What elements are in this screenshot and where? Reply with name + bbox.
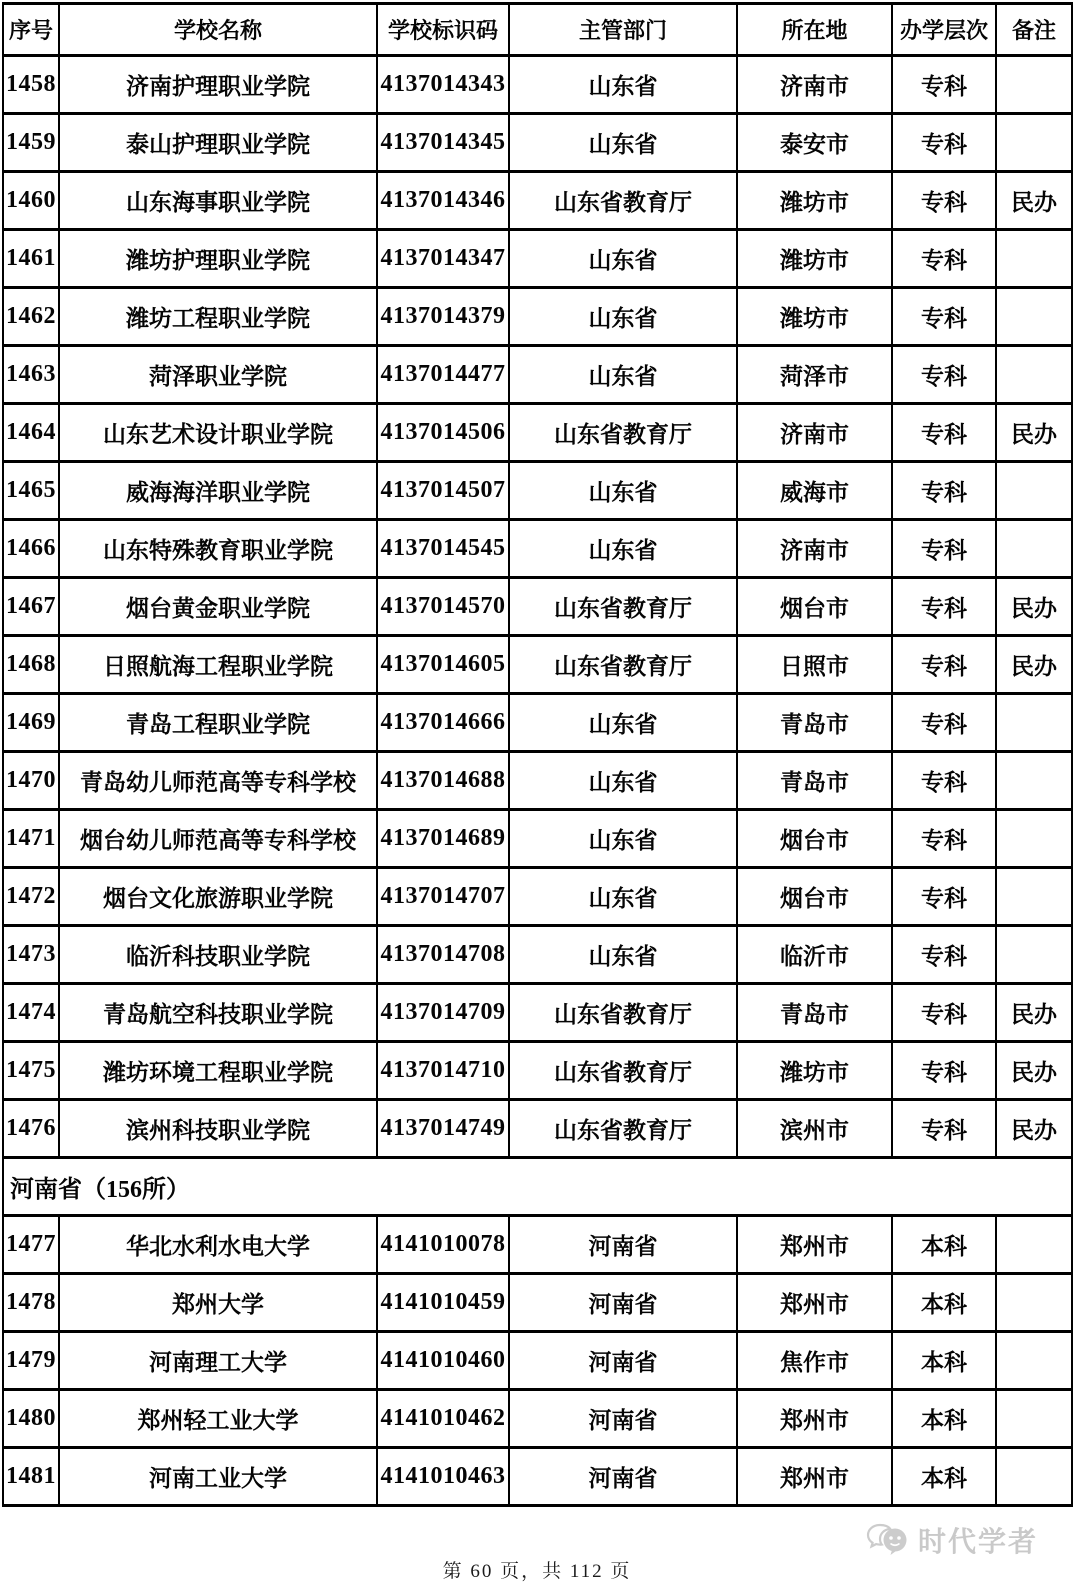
table-row <box>3 404 1072 462</box>
cell-level: 专科 <box>892 114 996 172</box>
col-header-dept: 主管部门 <box>509 4 737 56</box>
cell-name: 日照航海工程职业学院 <box>59 636 377 694</box>
table-row <box>3 1274 1072 1332</box>
cell-dept: 山东省教育厅 <box>509 578 737 636</box>
cell-no: 1480 <box>3 1390 59 1448</box>
cell-name: 青岛工程职业学院 <box>59 694 377 752</box>
cell-city: 郑州市 <box>737 1216 892 1274</box>
cell-dept: 山东省教育厅 <box>509 984 737 1042</box>
cell-dept: 山东省 <box>509 694 737 752</box>
cell-city: 烟台市 <box>737 578 892 636</box>
cell-no: 1478 <box>3 1274 59 1332</box>
watermark <box>866 1520 1038 1560</box>
table-row <box>3 230 1072 288</box>
cell-level: 专科 <box>892 926 996 984</box>
cell-city: 泰安市 <box>737 114 892 172</box>
cell-city: 潍坊市 <box>737 230 892 288</box>
cell-note: 民办 <box>996 404 1072 462</box>
cell-note <box>996 868 1072 926</box>
cell-code: 4137014346 <box>377 172 509 230</box>
cell-code: 4141010459 <box>377 1274 509 1332</box>
cell-code: 4141010460 <box>377 1332 509 1390</box>
cell-no: 1461 <box>3 230 59 288</box>
cell-name: 山东海事职业学院 <box>59 172 377 230</box>
section-label: 河南省（156所） <box>3 1158 1072 1216</box>
cell-name: 潍坊护理职业学院 <box>59 230 377 288</box>
cell-level: 本科 <box>892 1216 996 1274</box>
cell-code: 4137014688 <box>377 752 509 810</box>
cell-name: 河南理工大学 <box>59 1332 377 1390</box>
cell-city: 滨州市 <box>737 1100 892 1158</box>
cell-no: 1459 <box>3 114 59 172</box>
cell-note <box>996 1390 1072 1448</box>
cell-code: 4137014709 <box>377 984 509 1042</box>
cell-no: 1465 <box>3 462 59 520</box>
cell-city: 烟台市 <box>737 868 892 926</box>
cell-no: 1469 <box>3 694 59 752</box>
cell-dept: 河南省 <box>509 1216 737 1274</box>
cell-city: 临沂市 <box>737 926 892 984</box>
watermark-text: 时代学者 <box>917 1526 1038 1557</box>
table-row <box>3 114 1072 172</box>
cell-name: 山东艺术设计职业学院 <box>59 404 377 462</box>
cell-note <box>996 1448 1072 1506</box>
cell-note <box>996 810 1072 868</box>
cell-dept: 山东省 <box>509 230 737 288</box>
cell-name: 郑州轻工业大学 <box>59 1390 377 1448</box>
cell-no: 1477 <box>3 1216 59 1274</box>
header-row <box>3 4 1072 56</box>
cell-name: 泰山护理职业学院 <box>59 114 377 172</box>
cell-level: 专科 <box>892 984 996 1042</box>
cell-note <box>996 926 1072 984</box>
cell-name: 济南护理职业学院 <box>59 56 377 114</box>
cell-no: 1470 <box>3 752 59 810</box>
cell-dept: 河南省 <box>509 1332 737 1390</box>
cell-dept: 河南省 <box>509 1274 737 1332</box>
col-header-note: 备注 <box>996 4 1072 56</box>
cell-level: 专科 <box>892 520 996 578</box>
cell-level: 专科 <box>892 288 996 346</box>
cell-name: 菏泽职业学院 <box>59 346 377 404</box>
cell-dept: 河南省 <box>509 1390 737 1448</box>
table-header <box>3 4 1072 56</box>
cell-name: 华北水利水电大学 <box>59 1216 377 1274</box>
cell-no: 1463 <box>3 346 59 404</box>
cell-code: 4137014345 <box>377 114 509 172</box>
col-header-no: 序号 <box>3 4 59 56</box>
cell-name: 河南工业大学 <box>59 1448 377 1506</box>
cell-name: 山东特殊教育职业学院 <box>59 520 377 578</box>
table-row <box>3 172 1072 230</box>
cell-dept: 山东省教育厅 <box>509 404 737 462</box>
table-row <box>3 1332 1072 1390</box>
section-row <box>3 1158 1072 1216</box>
cell-city: 潍坊市 <box>737 172 892 230</box>
cell-city: 潍坊市 <box>737 1042 892 1100</box>
cell-note <box>996 752 1072 810</box>
cell-note <box>996 1274 1072 1332</box>
cell-name: 青岛幼儿师范高等专科学校 <box>59 752 377 810</box>
cell-level: 专科 <box>892 172 996 230</box>
table-row <box>3 56 1072 114</box>
cell-no: 1462 <box>3 288 59 346</box>
cell-name: 潍坊工程职业学院 <box>59 288 377 346</box>
cell-note <box>996 114 1072 172</box>
table-body <box>3 56 1072 1506</box>
cell-dept: 山东省 <box>509 926 737 984</box>
cell-no: 1479 <box>3 1332 59 1390</box>
col-header-code: 学校标识码 <box>377 4 509 56</box>
cell-code: 4137014749 <box>377 1100 509 1158</box>
table-row <box>3 578 1072 636</box>
cell-note <box>996 520 1072 578</box>
cell-dept: 山东省 <box>509 114 737 172</box>
cell-level: 专科 <box>892 694 996 752</box>
cell-code: 4137014666 <box>377 694 509 752</box>
cell-city: 烟台市 <box>737 810 892 868</box>
cell-code: 4137014477 <box>377 346 509 404</box>
cell-code: 4137014347 <box>377 230 509 288</box>
table-row <box>3 346 1072 404</box>
cell-no: 1466 <box>3 520 59 578</box>
cell-note: 民办 <box>996 578 1072 636</box>
cell-note: 民办 <box>996 172 1072 230</box>
cell-code: 4137014708 <box>377 926 509 984</box>
cell-city: 日照市 <box>737 636 892 694</box>
cell-no: 1476 <box>3 1100 59 1158</box>
cell-city: 威海市 <box>737 462 892 520</box>
cell-code: 4137014710 <box>377 1042 509 1100</box>
cell-level: 专科 <box>892 1042 996 1100</box>
cell-dept: 山东省 <box>509 346 737 404</box>
cell-city: 青岛市 <box>737 752 892 810</box>
cell-no: 1468 <box>3 636 59 694</box>
cell-note: 民办 <box>996 636 1072 694</box>
table-row <box>3 926 1072 984</box>
cell-dept: 山东省 <box>509 868 737 926</box>
table-row <box>3 1042 1072 1100</box>
cell-dept: 山东省教育厅 <box>509 1042 737 1100</box>
table-row <box>3 288 1072 346</box>
cell-dept: 山东省教育厅 <box>509 636 737 694</box>
table-row <box>3 1390 1072 1448</box>
cell-level: 专科 <box>892 462 996 520</box>
cell-level: 专科 <box>892 810 996 868</box>
cell-note: 民办 <box>996 1042 1072 1100</box>
table-row <box>3 752 1072 810</box>
cell-code: 4137014689 <box>377 810 509 868</box>
cell-city: 郑州市 <box>737 1390 892 1448</box>
chat-bubbles-icon <box>866 1523 912 1557</box>
cell-no: 1474 <box>3 984 59 1042</box>
cell-note <box>996 346 1072 404</box>
cell-note: 民办 <box>996 984 1072 1042</box>
cell-city: 潍坊市 <box>737 288 892 346</box>
cell-name: 烟台文化旅游职业学院 <box>59 868 377 926</box>
cell-city: 青岛市 <box>737 984 892 1042</box>
cell-note <box>996 288 1072 346</box>
cell-name: 潍坊环境工程职业学院 <box>59 1042 377 1100</box>
table-row <box>3 520 1072 578</box>
cell-level: 专科 <box>892 56 996 114</box>
page-number: 第 60 页，共 112 页 <box>442 1561 632 1582</box>
cell-level: 专科 <box>892 636 996 694</box>
table-row <box>3 1448 1072 1506</box>
cell-level: 专科 <box>892 1100 996 1158</box>
cell-code: 4137014507 <box>377 462 509 520</box>
page-footer <box>0 1556 1074 1583</box>
cell-level: 专科 <box>892 578 996 636</box>
table-row <box>3 810 1072 868</box>
cell-level: 本科 <box>892 1274 996 1332</box>
cell-name: 郑州大学 <box>59 1274 377 1332</box>
cell-city: 青岛市 <box>737 694 892 752</box>
cell-name: 青岛航空科技职业学院 <box>59 984 377 1042</box>
cell-city: 郑州市 <box>737 1274 892 1332</box>
cell-code: 4137014605 <box>377 636 509 694</box>
table-row <box>3 462 1072 520</box>
cell-no: 1464 <box>3 404 59 462</box>
table-row <box>3 1100 1072 1158</box>
cell-note <box>996 694 1072 752</box>
cell-name: 威海海洋职业学院 <box>59 462 377 520</box>
cell-city: 济南市 <box>737 404 892 462</box>
cell-level: 本科 <box>892 1448 996 1506</box>
cell-code: 4137014570 <box>377 578 509 636</box>
cell-name: 滨州科技职业学院 <box>59 1100 377 1158</box>
cell-level: 专科 <box>892 868 996 926</box>
cell-no: 1458 <box>3 56 59 114</box>
cell-code: 4137014707 <box>377 868 509 926</box>
cell-code: 4137014379 <box>377 288 509 346</box>
cell-dept: 山东省教育厅 <box>509 172 737 230</box>
cell-no: 1473 <box>3 926 59 984</box>
table-row <box>3 636 1072 694</box>
cell-name: 烟台黄金职业学院 <box>59 578 377 636</box>
cell-city: 郑州市 <box>737 1448 892 1506</box>
cell-code: 4141010078 <box>377 1216 509 1274</box>
cell-level: 专科 <box>892 346 996 404</box>
school-table <box>2 2 1073 1507</box>
cell-dept: 山东省 <box>509 56 737 114</box>
cell-code: 4137014506 <box>377 404 509 462</box>
cell-code: 4141010463 <box>377 1448 509 1506</box>
cell-code: 4137014545 <box>377 520 509 578</box>
col-header-name: 学校名称 <box>59 4 377 56</box>
cell-code: 4141010462 <box>377 1390 509 1448</box>
col-header-city: 所在地 <box>737 4 892 56</box>
cell-no: 1475 <box>3 1042 59 1100</box>
table-row <box>3 1216 1072 1274</box>
cell-note <box>996 1332 1072 1390</box>
cell-note <box>996 56 1072 114</box>
cell-note: 民办 <box>996 1100 1072 1158</box>
cell-level: 专科 <box>892 230 996 288</box>
cell-dept: 山东省教育厅 <box>509 1100 737 1158</box>
cell-city: 济南市 <box>737 56 892 114</box>
cell-note <box>996 230 1072 288</box>
table-row <box>3 868 1072 926</box>
cell-dept: 山东省 <box>509 462 737 520</box>
table-row <box>3 984 1072 1042</box>
cell-code: 4137014343 <box>377 56 509 114</box>
cell-no: 1472 <box>3 868 59 926</box>
cell-note <box>996 462 1072 520</box>
cell-name: 临沂科技职业学院 <box>59 926 377 984</box>
cell-level: 专科 <box>892 404 996 462</box>
cell-dept: 河南省 <box>509 1448 737 1506</box>
table-row <box>3 694 1072 752</box>
cell-name: 烟台幼儿师范高等专科学校 <box>59 810 377 868</box>
cell-no: 1481 <box>3 1448 59 1506</box>
cell-city: 菏泽市 <box>737 346 892 404</box>
cell-level: 本科 <box>892 1332 996 1390</box>
cell-dept: 山东省 <box>509 288 737 346</box>
cell-level: 专科 <box>892 752 996 810</box>
cell-dept: 山东省 <box>509 520 737 578</box>
cell-city: 焦作市 <box>737 1332 892 1390</box>
cell-no: 1471 <box>3 810 59 868</box>
cell-dept: 山东省 <box>509 752 737 810</box>
cell-dept: 山东省 <box>509 810 737 868</box>
cell-city: 济南市 <box>737 520 892 578</box>
cell-level: 本科 <box>892 1390 996 1448</box>
col-header-level: 办学层次 <box>892 4 996 56</box>
cell-no: 1467 <box>3 578 59 636</box>
cell-note <box>996 1216 1072 1274</box>
cell-no: 1460 <box>3 172 59 230</box>
